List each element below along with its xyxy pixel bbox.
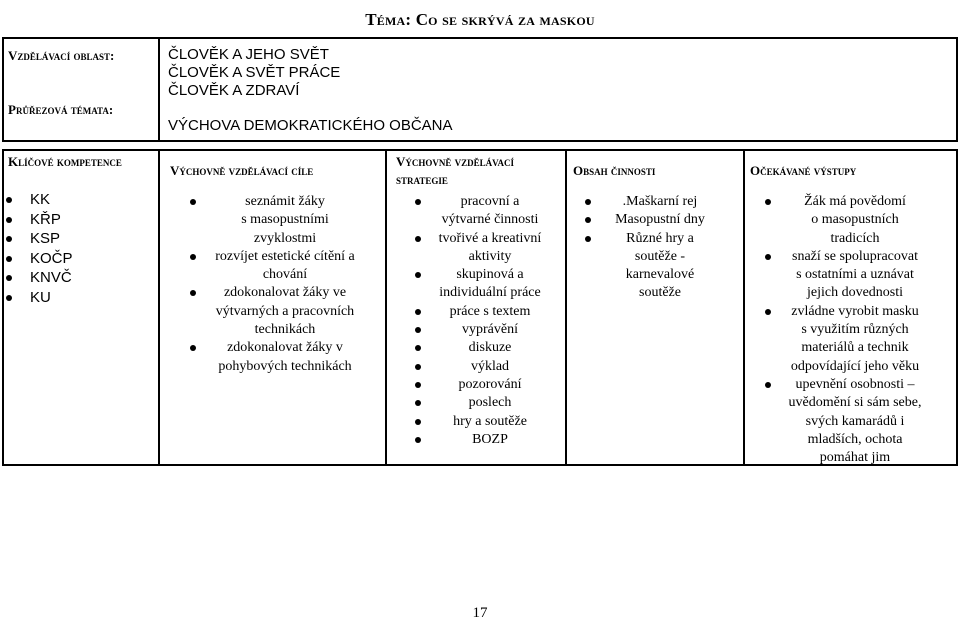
list-item-text: skupinová a xyxy=(456,267,524,283)
list-item-text: odpovídající jeho věku xyxy=(790,358,920,374)
cross-topics-label: Průřezová témata: xyxy=(8,102,114,117)
bullet-icon xyxy=(6,256,12,262)
content-list xyxy=(590,193,750,303)
bullet-icon xyxy=(765,254,771,260)
bullet-icon xyxy=(415,419,421,425)
list-item-text: zdokonalovat žáky v xyxy=(227,340,343,356)
bullet-icon xyxy=(765,382,771,388)
list-item-text: rozvíjet estetické cítění a xyxy=(215,248,355,264)
list-item-text: Masopustní dny xyxy=(615,212,705,228)
list-item-text: pomáhat jim xyxy=(819,450,891,466)
bullet-icon xyxy=(585,236,591,242)
list-item xyxy=(420,303,570,321)
header-competences: Klíčové kompetence xyxy=(8,154,122,169)
list-item-text: technikách xyxy=(254,322,316,338)
list-item xyxy=(420,193,570,230)
bullet-icon xyxy=(415,236,421,242)
list-item-text: svých kamarádů i xyxy=(805,413,905,429)
list-item xyxy=(590,230,750,303)
list-item xyxy=(770,248,954,303)
curriculum-area-box xyxy=(2,37,958,142)
bullet-icon xyxy=(6,197,12,203)
list-item-text: materiálů a technik xyxy=(801,340,909,356)
list-item xyxy=(30,268,140,288)
list-item-text: soutěže - xyxy=(634,248,686,264)
list-item xyxy=(770,376,954,467)
competences-list xyxy=(30,190,140,307)
list-item-text: vyprávění xyxy=(462,322,518,338)
list-item-text: pracovní a xyxy=(460,194,520,209)
list-item-text: aktivity xyxy=(468,248,512,264)
cross-topic-item: VÝCHOVA DEMOKRATICKÉHO OBČANA xyxy=(168,117,453,134)
list-item xyxy=(30,229,140,249)
page-title: Téma: Co se skrývá za maskou xyxy=(365,10,595,29)
header-outcomes: Očekávané výstupy xyxy=(750,163,857,178)
list-item-text: KNVČ xyxy=(30,269,72,286)
page-number: 17 xyxy=(472,605,488,621)
header-strategies-line1: Výchovně vzdělávací xyxy=(396,154,514,169)
bullet-icon xyxy=(415,437,421,443)
bullet-icon xyxy=(6,217,12,223)
bullet-icon xyxy=(415,309,421,315)
bullet-icon xyxy=(415,382,421,388)
list-item-text: KŘP xyxy=(30,210,61,228)
list-item-text: práce s textem xyxy=(449,303,531,319)
list-item xyxy=(420,358,570,376)
list-item-text: o masopustních xyxy=(811,212,899,228)
list-item xyxy=(30,190,140,210)
list-item xyxy=(590,193,750,211)
bullet-icon xyxy=(190,254,196,260)
list-item-text: hry a soutěže xyxy=(453,413,527,429)
list-item xyxy=(195,339,375,376)
goals-list xyxy=(195,193,375,376)
list-item-text: upevnění osobnosti – xyxy=(795,376,915,392)
bullet-icon xyxy=(190,199,196,205)
list-item-text: s využitím různých xyxy=(801,322,909,338)
list-item-text: výklad xyxy=(470,358,510,374)
list-item-text: zdokonalovat žáky ve xyxy=(223,285,347,301)
header-content: Obsah činnosti xyxy=(573,163,656,178)
list-item-text: uvědomění si sám sebe, xyxy=(788,395,922,411)
list-item xyxy=(195,193,375,248)
area-item: ČLOVĚK A SVĚT PRÁCE xyxy=(168,64,341,81)
list-item xyxy=(30,249,140,269)
bullet-icon xyxy=(415,199,421,205)
list-item xyxy=(770,303,954,376)
bullet-icon xyxy=(6,275,12,281)
list-item-text: Různé hry a xyxy=(626,230,694,246)
list-item-text: pozorování xyxy=(458,376,522,392)
list-item xyxy=(420,266,570,303)
list-item-text: s ostatními a uznávat xyxy=(796,267,914,283)
list-item-text: jejich dovednosti xyxy=(806,285,904,301)
list-item-text: BOZP xyxy=(472,431,508,447)
list-item-text: diskuze xyxy=(468,340,512,356)
list-item-text: pohybových technikách xyxy=(218,358,352,374)
list-item-text: .Maškarní rej xyxy=(622,194,698,209)
bullet-icon xyxy=(585,199,591,205)
area-item: ČLOVĚK A ZDRAVÍ xyxy=(168,82,300,99)
list-item xyxy=(590,211,750,229)
list-item-text: tvořivé a kreativní xyxy=(438,230,542,246)
bullet-icon xyxy=(765,199,771,205)
list-item-text: zvyklostmi xyxy=(253,230,317,246)
bullet-icon xyxy=(765,309,771,315)
list-item-text: KK xyxy=(30,191,51,208)
list-item-text: tradicích xyxy=(830,230,880,246)
area-item: ČLOVĚK A JEHO SVĚT xyxy=(168,46,329,63)
list-item-text: seznámit žáky xyxy=(245,194,325,209)
list-item xyxy=(420,431,570,449)
list-item xyxy=(420,321,570,339)
list-item xyxy=(195,248,375,285)
area-label: Vzdělávací oblast: xyxy=(8,48,115,63)
divider xyxy=(158,39,160,140)
header-goals: Výchovně vzdělávací cíle xyxy=(170,163,314,178)
list-item-text: výtvarné činnosti xyxy=(441,212,539,228)
list-item xyxy=(420,413,570,431)
bullet-icon xyxy=(6,236,12,242)
list-item xyxy=(30,288,140,308)
list-item-text: soutěže xyxy=(639,285,681,301)
list-item-text: zvládne vyrobit masku xyxy=(791,303,919,319)
list-item xyxy=(30,210,140,230)
list-item-text: KSP xyxy=(30,230,61,247)
list-item-text: karnevalové xyxy=(625,267,695,283)
list-item-text: poslech xyxy=(468,395,512,411)
list-item-text: Žák má povědomí xyxy=(804,194,906,209)
bullet-icon xyxy=(415,364,421,370)
list-item-text: snaží se spolupracovat xyxy=(792,248,918,264)
list-item-text: individuální práce xyxy=(439,285,541,301)
list-item xyxy=(420,230,570,267)
column-divider xyxy=(385,151,387,464)
column-divider xyxy=(158,151,160,464)
list-item-text: s masopustními xyxy=(241,212,329,228)
list-item-text: mladších, ochota xyxy=(807,431,903,447)
strategies-list xyxy=(420,193,570,449)
outcomes-list xyxy=(770,193,954,467)
list-item-text: chování xyxy=(262,267,308,283)
list-item xyxy=(195,284,375,339)
list-item xyxy=(420,339,570,357)
list-item xyxy=(420,376,570,394)
list-item-text: KOČP xyxy=(30,249,73,267)
bullet-icon xyxy=(6,295,12,301)
list-item-text: KU xyxy=(30,288,51,306)
list-item xyxy=(420,394,570,412)
list-item xyxy=(770,193,954,248)
list-item-text: výtvarných a pracovních xyxy=(215,303,355,319)
header-strategies-line2: strategie xyxy=(396,172,448,187)
